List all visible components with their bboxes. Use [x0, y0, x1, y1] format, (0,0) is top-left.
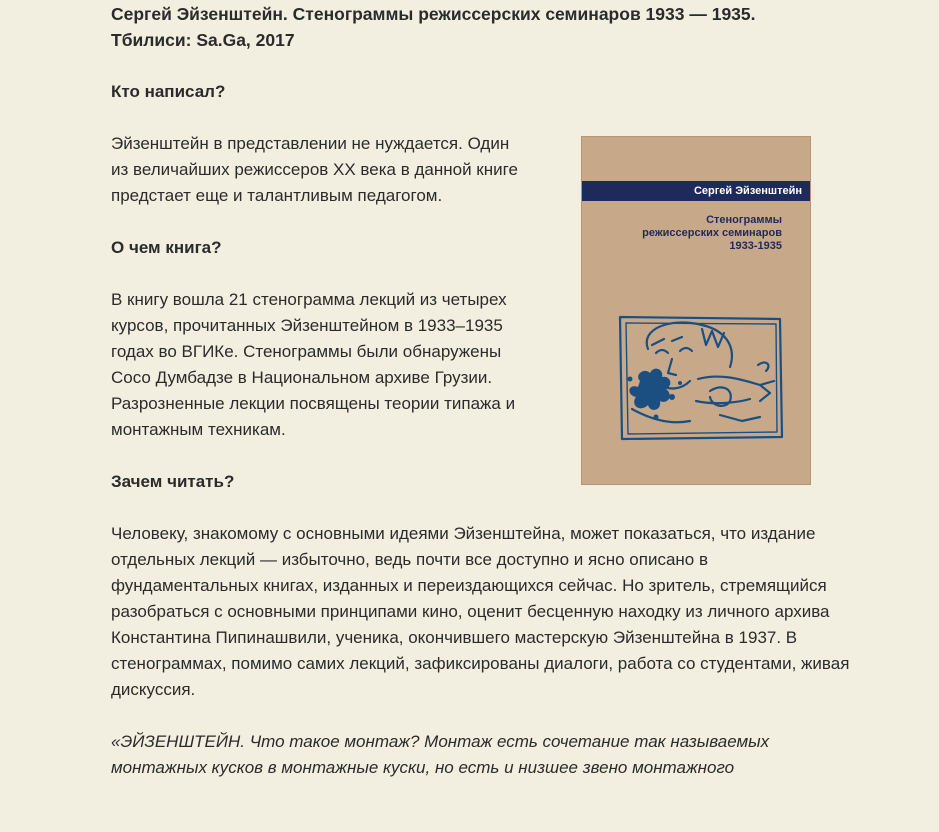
cover-title: Стенограммы режиссерских семинаров 1933-1935: [642, 214, 782, 252]
quote-paragraph: «ЭЙЗЕНШТЕЙН. Что такое монтаж? Монтаж есть сочетание так называемых монтажных кусков в монтажные куски, но есть и низшее звено монтажного: [111, 732, 770, 777]
question-about: О чем книга?: [111, 238, 222, 257]
cover-author: Сергей Эйзенштейн: [693, 185, 802, 197]
book-heading: [111, 1, 851, 53]
book-cover-image: [581, 136, 811, 485]
book-heading-line2: Тбилиси: Sa.Ga, 2017: [111, 30, 295, 50]
answer-why-read: Человеку, знакомому с основными идеями Эйзенштейна, может показаться, что издание отдельных лекций — избыточно, ведь почти все доступно и ясно описано в фундаментальных книгах, изданных и переиздающихся сейчас. Но зритель, стремящийся разобраться с основными принципами кино, оценит бесценную находку из личного архива Константина Пипинашвили, ученика, окончившего мастерскую Эйзенштейна в 1937. В стенограммах, помимо самих лекций, зафиксированы диалоги, работа со студентами, живая дискуссия.: [111, 524, 850, 699]
question-who-wrote: Кто написал?: [111, 82, 226, 101]
cover-sketch-drawing: [610, 309, 790, 451]
question-why-read: Зачем читать?: [111, 472, 235, 491]
book-heading-line1: Сергей Эйзенштейн. Стенограммы режиссерских семинаров 1933 — 1935.: [111, 4, 756, 24]
answer-who-wrote: Эйзенштейн в представлении не нуждается. Один из величайших режиссеров XX века в данной книге предстает еще и талантливым педагогом.: [111, 134, 518, 205]
answer-about: В книгу вошла 21 стенограмма лекций из четырех курсов, прочитанных Эйзенштейном в 1933–1935 годах во ВГИКе. Стенограммы были обнаружены Сосо Думбадзе в Национальном архиве Грузии. Разрозненные лекции посвящены теории типажа и монтажным техникам.: [111, 290, 516, 439]
